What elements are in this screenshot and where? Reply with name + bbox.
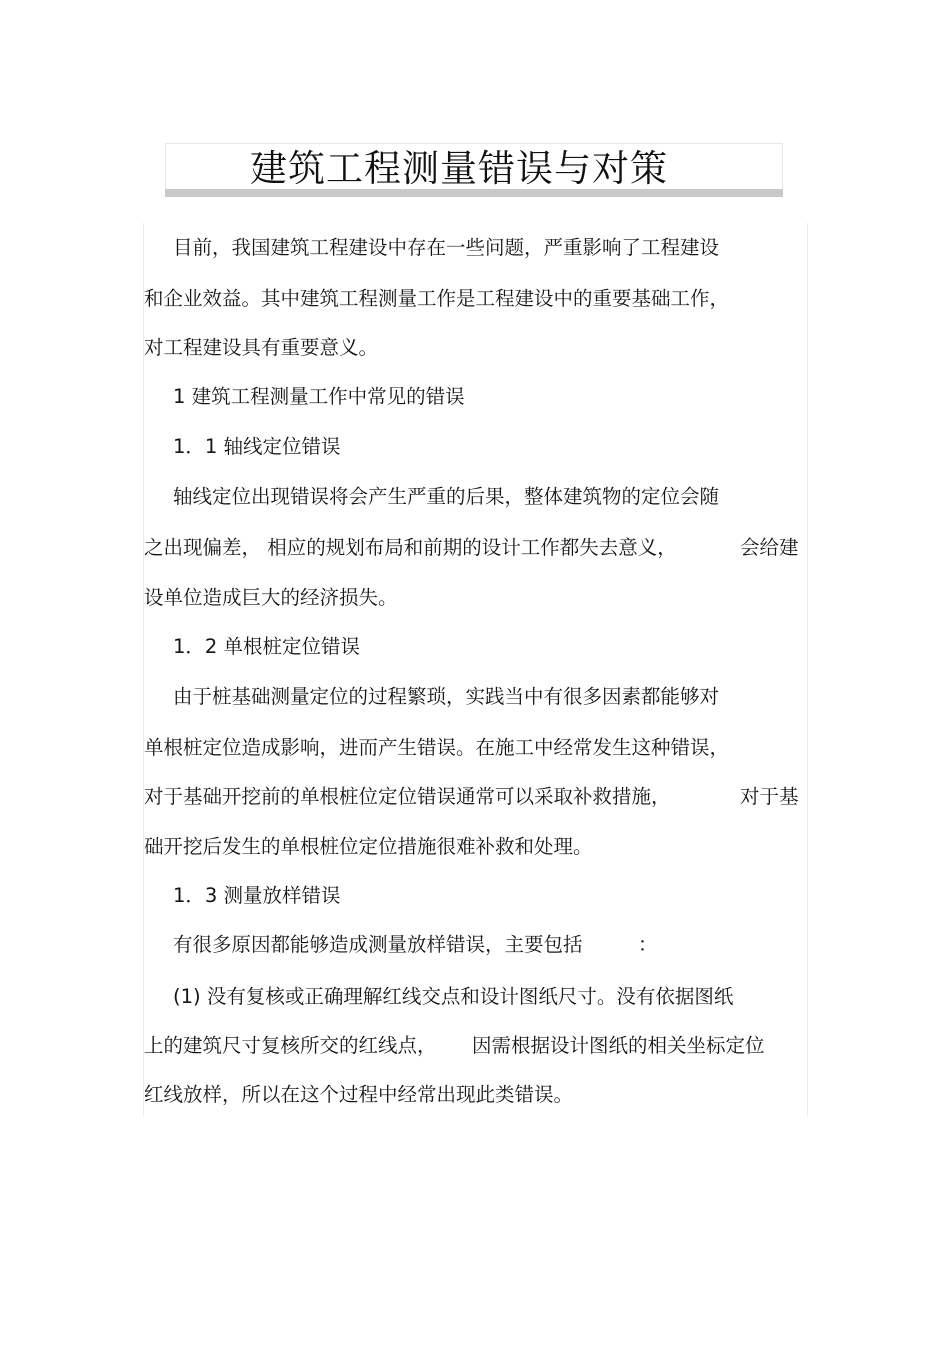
paragraph-line: 上的建筑尺寸复核所交的红线点， xyxy=(144,1034,437,1057)
paragraph-line: 对于基 xyxy=(740,785,799,808)
paragraph-line: 础开挖后发生的单根桩位定位措施很难补救和处理。 xyxy=(144,835,593,858)
paragraph-line: 之出现偏差， 相应的规划布局和前期的设计工作都失去意义， xyxy=(144,536,677,559)
subsection-heading: 1．2 单根桩定位错误 xyxy=(173,635,361,658)
subsection-heading: 1．1 轴线定位错误 xyxy=(173,435,341,458)
paragraph-line: ： xyxy=(638,933,658,956)
paragraph-line: 单根桩定位造成影响，进而产生错误。在施工中经常发生这种错误， xyxy=(144,736,730,759)
list-item-line: (1) 没有复核或正确理解红线交点和设计图纸尺寸。没有依据图纸 xyxy=(173,985,734,1008)
paragraph-line: 目前，我国建筑工程建设中存在一些问题，严重影响了工程建设 xyxy=(173,236,720,259)
paragraph-line: 因需根据设计图纸的相关坐标定位 xyxy=(472,1034,765,1057)
paragraph-line: 由于桩基础测量定位的过程繁琐，实践当中有很多因素都能够对 xyxy=(173,685,720,708)
paragraph-line: 有很多原因都能够造成测量放样错误，主要包括 xyxy=(173,933,583,956)
paragraph-line: 对工程建设具有重要意义。 xyxy=(144,336,379,359)
subsection-heading: 1．3 测量放样错误 xyxy=(173,884,341,907)
text-frame-right xyxy=(807,223,808,1116)
section-heading: 1 建筑工程测量工作中常见的错误 xyxy=(173,385,465,408)
paragraph-line: 和企业效益。其中建筑工程测量工作是工程建设中的重要基础工作， xyxy=(144,287,730,310)
document-title: 建筑工程测量错误与对策 xyxy=(250,147,668,190)
paragraph-line: 红线放样，所以在这个过程中经常出现此类错误。 xyxy=(144,1083,574,1106)
paragraph-line: 对于基础开挖前的单根桩位定位错误通常可以采取补救措施， xyxy=(144,785,671,808)
paragraph-line: 会给建 xyxy=(740,536,799,559)
paragraph-line: 设单位造成巨大的经济损失。 xyxy=(144,586,398,609)
paragraph-line: 轴线定位出现错误将会产生严重的后果，整体建筑物的定位会随 xyxy=(173,485,720,508)
